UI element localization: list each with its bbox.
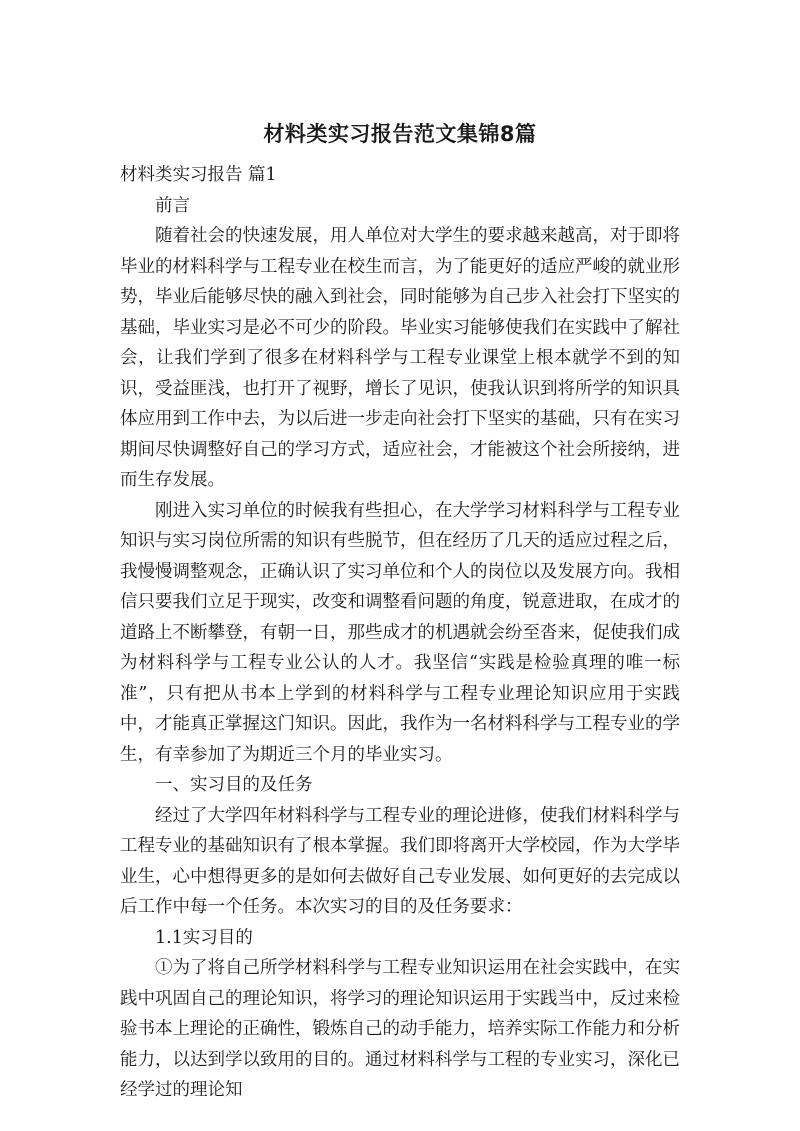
paragraph-preface-heading: 前言 xyxy=(155,195,190,216)
paragraph: 经过了大学四年材料科学与工程专业的理论进修，使我们材料科学与工程专业的基础知识有了根本掌握。我们即将离开大学校园，作为大学毕业生，心中想得更多的是如何去做好自己专业发展、如何更好的去完成以后工作中每一个任务。本次实习的目的及任务要求： xyxy=(120,805,680,917)
section-heading: 材料类实习报告 篇1 xyxy=(120,165,277,185)
paragraph: 刚进入实习单位的时候我有些担心，在大学学习材料科学与工程专业知识与实习岗位所需的知识有些脱节，但在经历了几天的适应过程之后，我慢慢调整观念，正确认识了实习单位和个人的岗位以及发展方向。我相信只要我们立足于现实，改变和调整看问题的角度，锐意进取，在成才的道路上不断攀登，有朝一日，那些成才的机遇就会纷至沓来，促使我们成为材料科学与工程专业公认的人才。我坚信“实践是检验真理的唯一标准”，只有把从书本上学到的材料科学与工程专业理论知识应用于实践中，才能真正掌握这门知识。因此，我作为一名材料科学与工程专业的学生，有幸参加了为期近三个月的毕业实习。 xyxy=(120,500,680,765)
subsection-heading: 一、实习目的及任务 xyxy=(155,775,313,795)
paragraph: 随着社会的快速发展，用人单位对大学生的要求越来越高，对于即将毕业的材料科学与工程专业在校生而言，为了能更好的适应严峻的就业形势，毕业后能够尽快的融入到社会，同时能够为自己步入社会打下坚实的基础，毕业实习是必不可少的阶段。毕业实习能够使我们在实践中了解社会，让我们学到了很多在材料科学与工程专业课堂上根本就学不到的知识，受益匪浅，也打开了视野，增长了见识，使我认识到将所学的知识具体应用到工作中去，为以后进一步走向社会打下坚实的基础，只有在实习期间尽快调整好自己的学习方式，适应社会，才能被这个社会所接纳，进而生存发展。 xyxy=(120,226,680,490)
document-body xyxy=(120,160,680,1106)
document-title: 材料类实习报告范文集锦8篇 xyxy=(263,122,537,146)
paragraph: ①为了将自己所学材料科学与工程专业知识运用在社会实践中，在实践中巩固自己的理论知识，将学习的理论知识运用于实践当中，反过来检验书本上理论的正确性，锻炼自己的动手能力，培养实际工作能力和分析能力，以达到学以致用的目的。通过材料科学与工程的专业实习，深化已经学过的理论知 xyxy=(120,958,680,1100)
subsection-heading: 1.1实习目的 xyxy=(155,927,253,948)
